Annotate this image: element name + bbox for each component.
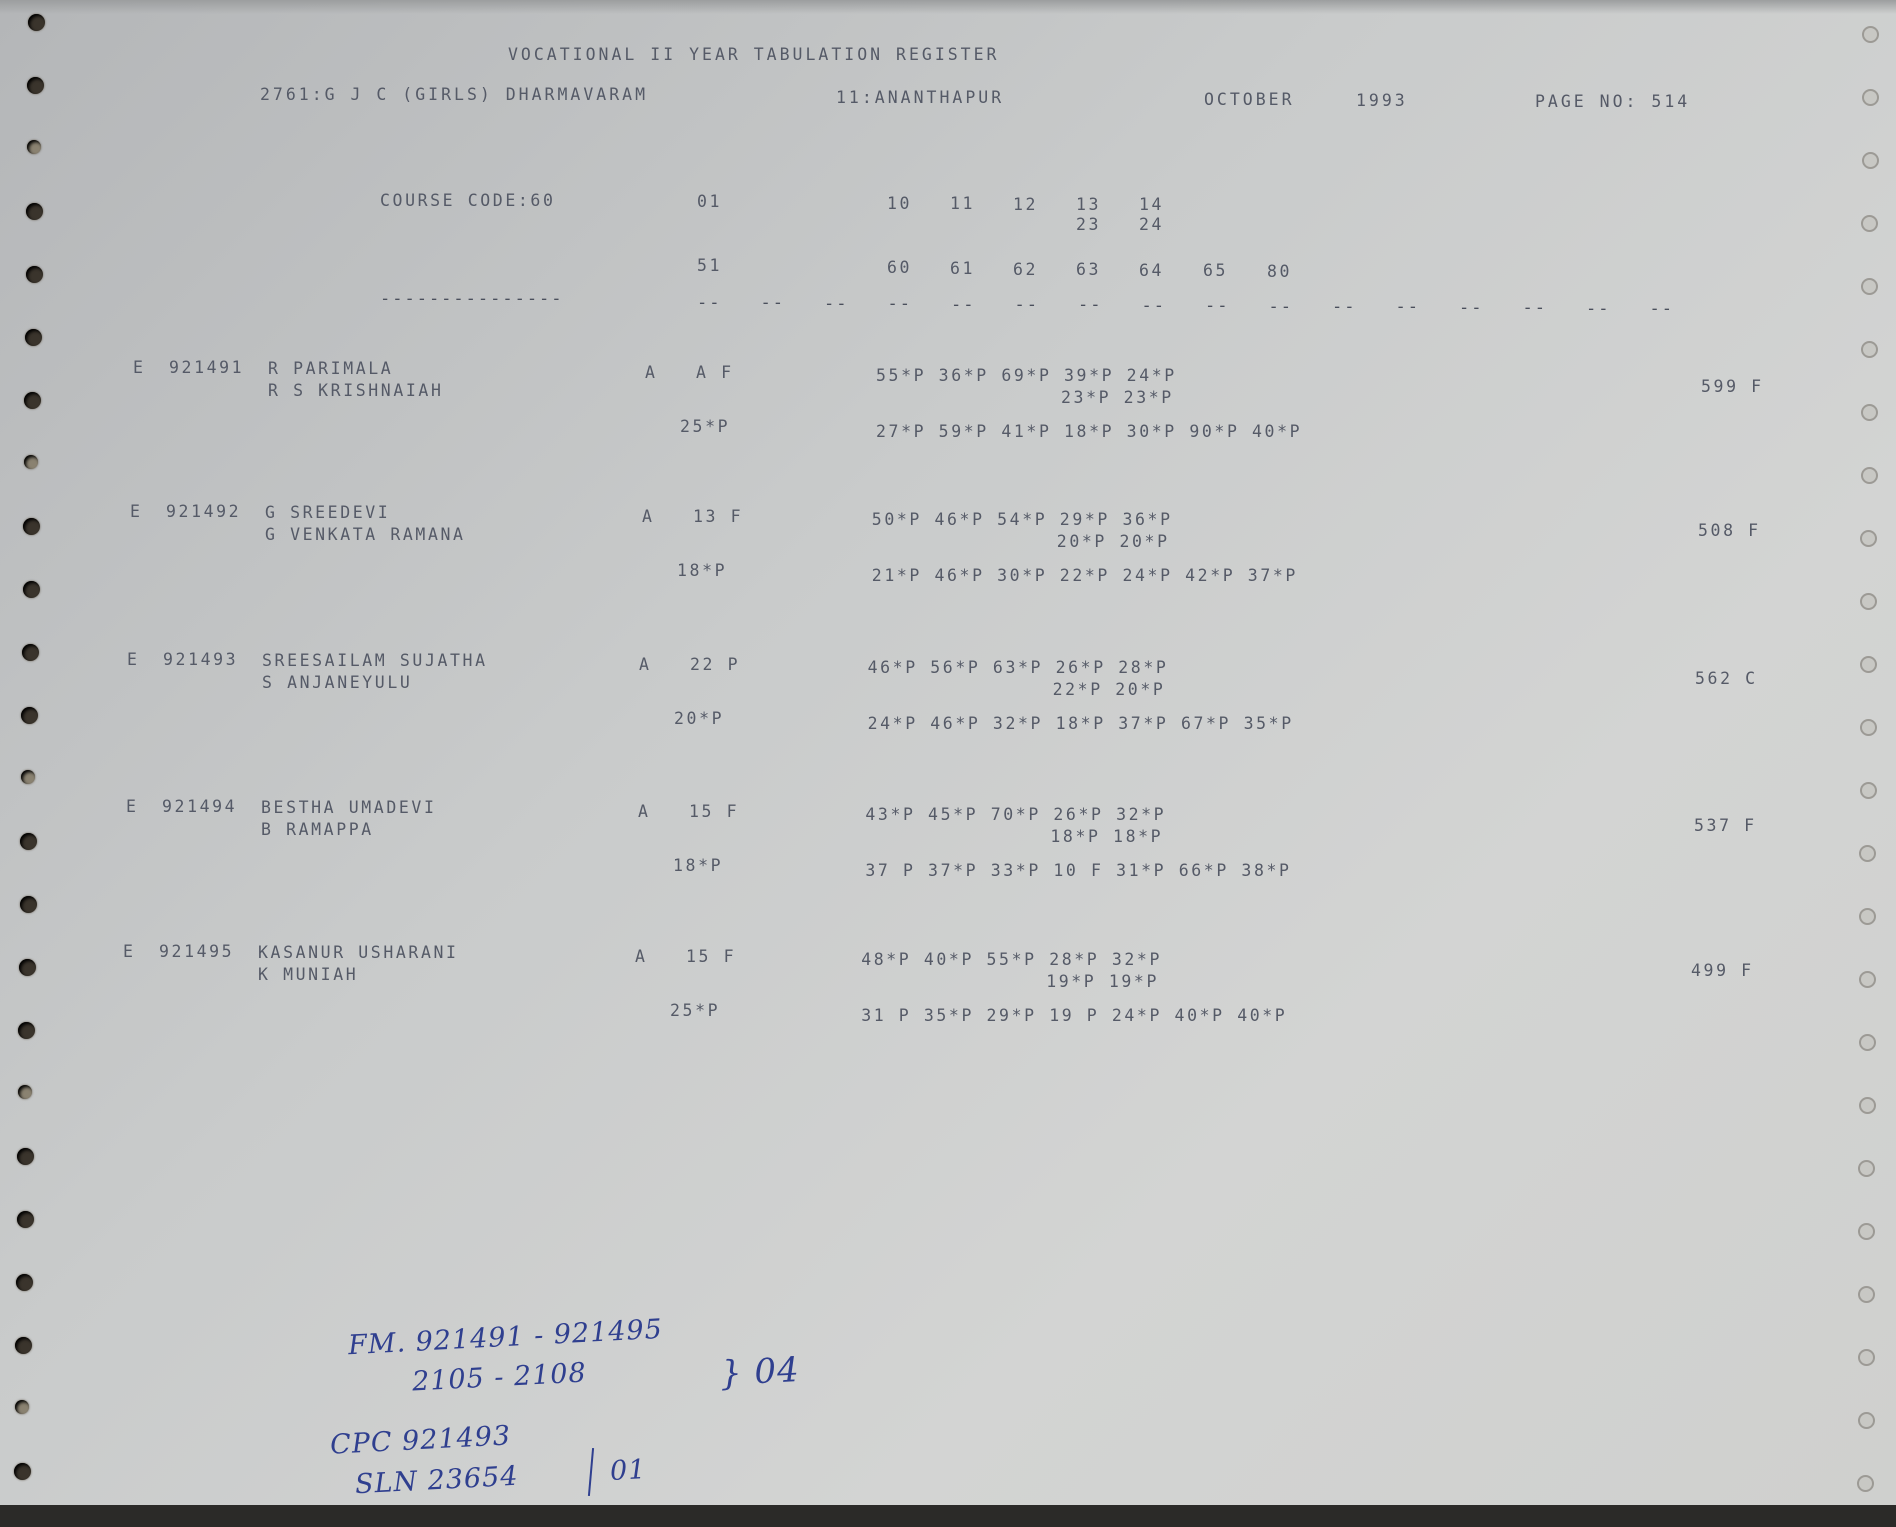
handwritten-sln: SLN 23654 bbox=[354, 1460, 520, 1501]
handwritten-count: 01 bbox=[609, 1454, 648, 1487]
marks-row-2: 21*P 46*P 30*P 22*P 24*P 42*P 37*P bbox=[871, 566, 1298, 586]
student-name: SREESAILAM SUJATHA bbox=[262, 650, 488, 670]
column-dash: -- bbox=[1078, 295, 1103, 316]
feed-hole bbox=[1860, 530, 1877, 547]
district-name: 11:ANANTHAPUR bbox=[836, 88, 1005, 107]
subject-code: 51 bbox=[697, 256, 723, 275]
marks-row-2: 24*P 46*P 32*P 18*P 37*P 67*P 35*P bbox=[867, 714, 1294, 734]
feed-hole bbox=[1861, 467, 1878, 484]
feed-hole bbox=[25, 329, 42, 346]
column-dash: -- bbox=[1522, 298, 1547, 319]
grand-total: 508 F bbox=[1698, 521, 1761, 541]
feed-hole bbox=[21, 770, 35, 784]
college-name: 2761:G J C (GIRLS) DHARMAVARAM bbox=[260, 85, 649, 104]
feed-hole bbox=[26, 203, 43, 220]
feed-hole bbox=[1858, 1223, 1875, 1240]
course-code-label: COURSE CODE:60 bbox=[380, 191, 556, 210]
marks-row-1b: 23*P 23*P bbox=[1061, 387, 1174, 407]
course-underline: --------------- bbox=[380, 289, 564, 309]
subject-code: 23 bbox=[1076, 215, 1102, 234]
subject-01-mark: 15 F bbox=[686, 947, 737, 967]
roll-number: 921491 bbox=[169, 358, 245, 378]
feed-hole bbox=[1860, 782, 1877, 799]
subject-51-mark: 20*P bbox=[674, 709, 725, 729]
feed-hole bbox=[1857, 1475, 1874, 1492]
column-dash: -- bbox=[1332, 297, 1357, 317]
marks-row-2: 31 P 35*P 29*P 19 P 24*P 40*P 40*P bbox=[861, 1006, 1288, 1026]
feed-hole bbox=[24, 392, 41, 409]
feed-hole bbox=[26, 266, 43, 283]
exam-type: E bbox=[126, 797, 139, 816]
feed-hole bbox=[19, 959, 36, 976]
subject-code: 01 bbox=[697, 192, 723, 211]
paper-edge-shadow bbox=[0, 0, 1896, 14]
column-dash: -- bbox=[1395, 297, 1420, 318]
feed-hole bbox=[22, 644, 39, 661]
marks-row-1b: 20*P 20*P bbox=[1056, 531, 1170, 551]
column-dash: -- bbox=[1459, 297, 1484, 318]
feed-hole bbox=[1862, 89, 1879, 106]
part-a-mark: A bbox=[639, 655, 652, 675]
page-number: PAGE NO: 514 bbox=[1535, 92, 1691, 111]
feed-hole bbox=[1860, 719, 1877, 736]
subject-code: 11 bbox=[950, 194, 976, 213]
part-a-mark: A bbox=[642, 507, 655, 527]
exam-month: OCTOBER bbox=[1204, 90, 1295, 109]
register-title: VOCATIONAL II YEAR TABULATION REGISTER bbox=[508, 45, 1000, 64]
feed-hole bbox=[1859, 971, 1876, 988]
feed-hole bbox=[1858, 1412, 1875, 1429]
subject-01-mark: 22 P bbox=[690, 655, 741, 675]
part-a-mark: A bbox=[645, 363, 658, 383]
roll-number: 921492 bbox=[166, 502, 242, 522]
column-dash: -- bbox=[1268, 296, 1293, 317]
subject-code: 60 bbox=[887, 258, 913, 277]
feed-hole bbox=[1862, 26, 1879, 43]
feed-hole bbox=[1862, 152, 1879, 169]
feed-hole bbox=[24, 455, 38, 469]
handwritten-range: FM. 921491 - 921495 bbox=[347, 1313, 664, 1362]
feed-hole bbox=[1859, 845, 1876, 862]
exam-type: E bbox=[123, 942, 136, 961]
marks-row-1b: 18*P 18*P bbox=[1050, 826, 1164, 846]
feed-hole bbox=[1861, 404, 1878, 421]
subject-51-mark: 25*P bbox=[680, 417, 731, 437]
subject-51-mark: 25*P bbox=[670, 1001, 721, 1021]
subject-51-mark: 18*P bbox=[677, 561, 728, 581]
marks-row-2: 27*P 59*P 41*P 18*P 30*P 90*P 40*P bbox=[876, 422, 1303, 442]
column-dash: -- bbox=[1205, 296, 1230, 317]
subject-01-mark: A F bbox=[696, 363, 734, 383]
marks-row-1: 50*P 46*P 54*P 29*P 36*P bbox=[871, 510, 1173, 530]
feed-hole bbox=[28, 14, 45, 31]
feed-hole bbox=[15, 1400, 29, 1414]
feed-hole bbox=[1858, 1160, 1875, 1177]
handwritten-cpc: CPC 921493 bbox=[329, 1420, 512, 1461]
feed-hole bbox=[1859, 1097, 1876, 1114]
column-dash: -- bbox=[697, 293, 722, 313]
grand-total: 537 F bbox=[1694, 816, 1757, 836]
column-dash: -- bbox=[824, 293, 849, 314]
subject-code: 61 bbox=[950, 259, 976, 278]
student-name: R PARIMALA bbox=[268, 358, 394, 378]
subject-01-mark: 13 F bbox=[693, 507, 744, 527]
column-dash: -- bbox=[951, 294, 976, 315]
handwritten-divider bbox=[588, 1448, 594, 1496]
grand-total: 499 F bbox=[1691, 961, 1754, 981]
subject-code: 63 bbox=[1076, 260, 1102, 279]
column-dash: -- bbox=[1649, 299, 1674, 319]
grand-total: 599 F bbox=[1701, 377, 1764, 397]
subject-01-mark: 15 F bbox=[689, 802, 740, 822]
feed-hole bbox=[20, 896, 37, 913]
subject-code: 64 bbox=[1139, 261, 1165, 280]
handwritten-bracket: } 04 bbox=[719, 1349, 801, 1395]
feed-hole bbox=[23, 581, 40, 598]
feed-hole bbox=[1858, 1349, 1875, 1366]
column-dash: -- bbox=[887, 294, 912, 315]
subject-code: 12 bbox=[1013, 195, 1039, 214]
exam-type: E bbox=[127, 650, 140, 669]
feed-hole bbox=[16, 1274, 33, 1291]
parent-name: S ANJANEYULU bbox=[262, 672, 413, 692]
marks-row-1b: 22*P 20*P bbox=[1052, 679, 1166, 699]
column-dash: -- bbox=[760, 293, 785, 314]
marks-row-1: 48*P 40*P 55*P 28*P 32*P bbox=[861, 950, 1162, 970]
subject-code: 13 bbox=[1076, 195, 1102, 214]
exam-type: E bbox=[133, 358, 146, 377]
student-name: G SREEDEVI bbox=[265, 502, 391, 522]
marks-row-1: 55*P 36*P 69*P 39*P 24*P bbox=[876, 366, 1177, 386]
parent-name: R S KRISHNAIAH bbox=[268, 380, 444, 400]
feed-hole bbox=[18, 1022, 35, 1039]
roll-number: 921493 bbox=[163, 650, 239, 670]
feed-hole bbox=[18, 1085, 32, 1099]
student-name: KASANUR USHARANI bbox=[258, 942, 459, 962]
parent-name: K MUNIAH bbox=[258, 964, 359, 984]
subject-51-mark: 18*P bbox=[673, 856, 724, 876]
column-dash: -- bbox=[1014, 295, 1039, 315]
subject-code: 14 bbox=[1139, 195, 1165, 214]
part-a-mark: A bbox=[638, 802, 651, 822]
subject-code: 62 bbox=[1013, 260, 1039, 279]
feed-hole bbox=[1861, 341, 1878, 358]
feed-hole bbox=[1861, 278, 1878, 295]
feed-hole bbox=[27, 140, 41, 154]
feed-hole bbox=[17, 1148, 34, 1165]
roll-number: 921494 bbox=[162, 797, 238, 817]
roll-number: 921495 bbox=[159, 942, 235, 962]
subject-code: 80 bbox=[1267, 262, 1293, 281]
exam-type: E bbox=[130, 502, 143, 521]
marks-row-1: 43*P 45*P 70*P 26*P 32*P bbox=[865, 805, 1167, 825]
feed-hole bbox=[1858, 1286, 1875, 1303]
feed-hole bbox=[15, 1337, 32, 1354]
parent-name: B RAMAPPA bbox=[261, 819, 374, 839]
subject-code: 10 bbox=[887, 194, 913, 213]
feed-hole bbox=[14, 1463, 31, 1480]
feed-hole bbox=[23, 518, 40, 535]
parent-name: G VENKATA RAMANA bbox=[265, 524, 466, 544]
marks-row-1: 46*P 56*P 63*P 26*P 28*P bbox=[867, 658, 1169, 678]
feed-hole bbox=[20, 833, 37, 850]
marks-row-1b: 19*P 19*P bbox=[1046, 971, 1159, 991]
exam-year: 1993 bbox=[1356, 91, 1408, 110]
subject-code: 65 bbox=[1203, 261, 1229, 280]
column-dash: -- bbox=[1586, 298, 1611, 319]
feed-hole bbox=[21, 707, 38, 724]
subject-code: 24 bbox=[1139, 215, 1165, 234]
feed-hole bbox=[1859, 908, 1876, 925]
grand-total: 562 C bbox=[1695, 669, 1758, 689]
feed-hole bbox=[17, 1211, 34, 1228]
feed-hole bbox=[1860, 656, 1877, 673]
student-name: BESTHA UMADEVI bbox=[261, 797, 437, 817]
marks-row-2: 37 P 37*P 33*P 10 F 31*P 66*P 38*P bbox=[865, 861, 1292, 881]
feed-hole bbox=[27, 77, 44, 94]
feed-hole bbox=[1859, 1034, 1876, 1051]
column-dash: -- bbox=[1141, 295, 1166, 316]
handwritten-range-2: 2105 - 2108 bbox=[411, 1357, 588, 1398]
feed-hole bbox=[1860, 593, 1877, 610]
part-a-mark: A bbox=[635, 947, 648, 967]
feed-hole bbox=[1861, 215, 1878, 232]
